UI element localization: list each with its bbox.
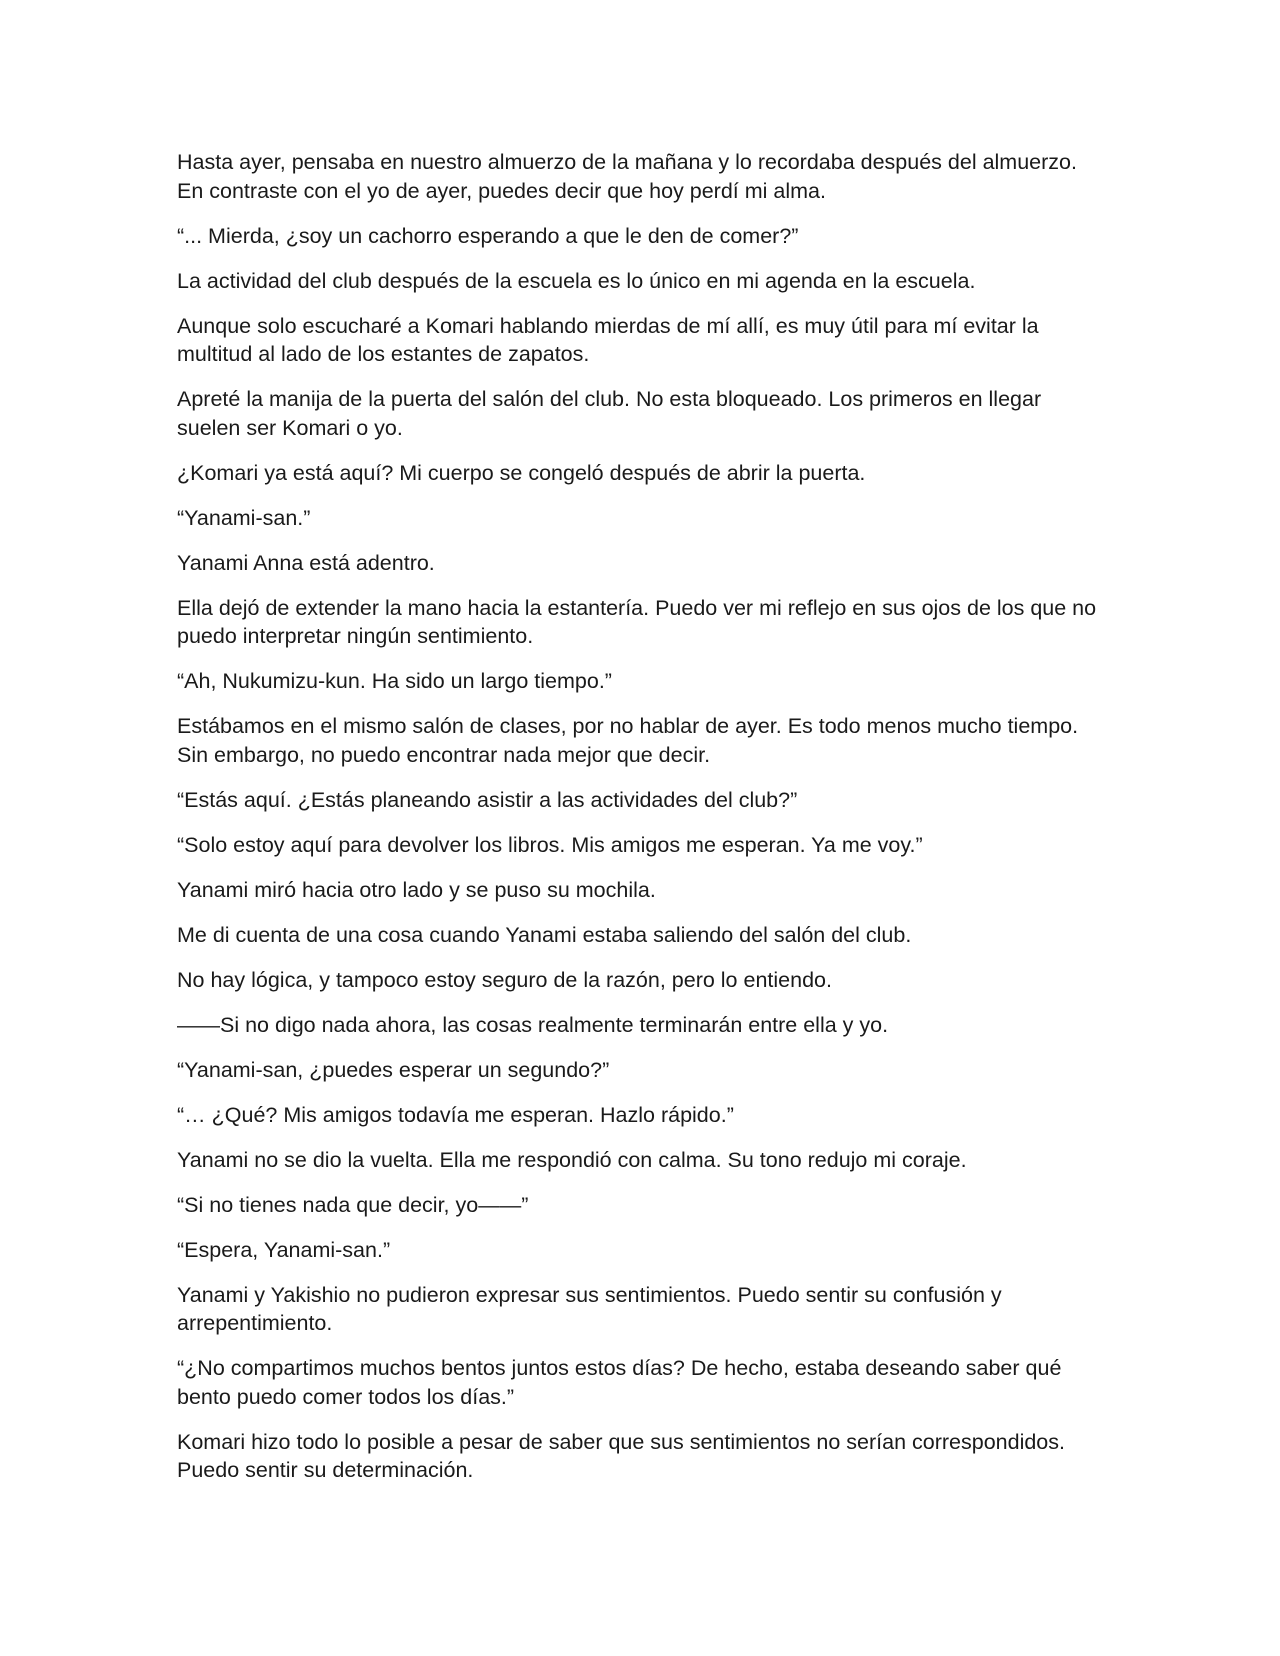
paragraph: “Solo estoy aquí para devolver los libros. Mis amigos me esperan. Ya me voy.” (177, 832, 923, 857)
paragraph: Yanami Anna está adentro. (177, 550, 435, 575)
paragraph: “Si no tienes nada que decir, yo——” (177, 1192, 529, 1217)
paragraph: “Yanami-san.” (177, 505, 311, 530)
paragraph: “¿No compartimos muchos bentos juntos estos días? De hecho, estaba deseando saber qué bento puedo comer todos los días.” (177, 1356, 1062, 1409)
paragraph: “Ah, Nukumizu-kun. Ha sido un largo tiempo.” (177, 669, 612, 693)
paragraph: ——Si no digo nada ahora, las cosas realmente terminarán entre ella y yo. (177, 1012, 889, 1037)
paragraph: Hasta ayer, pensaba en nuestro almuerzo de la mañana y lo recordaba después del almuerzo. En contraste con el yo de ayer, puedes decir que hoy perdí mi alma. (177, 150, 1077, 203)
paragraph: “Estás aquí. ¿Estás planeando asistir a las actividades del club?” (177, 787, 798, 812)
paragraph: Yanami no se dio la vuelta. Ella me respondió con calma. Su tono redujo mi coraje. (177, 1147, 967, 1172)
paragraph: La actividad del club después de la escuela es lo único en mi agenda en la escuela. (177, 268, 976, 293)
paragraph: “Yanami-san, ¿puedes esperar un segundo?” (177, 1057, 610, 1082)
paragraph: “Espera, Yanami-san.” (177, 1237, 391, 1262)
paragraph: Estábamos en el mismo salón de clases, por no hablar de ayer. Es todo menos mucho tiempo. Sin embargo, no puedo encontrar nada mejor que decir. (177, 714, 1079, 767)
paragraph: Me di cuenta de una cosa cuando Yanami estaba saliendo del salón del club. (177, 922, 912, 947)
paragraph: Yanami y Yakishio no pudieron expresar sus sentimientos. Puedo sentir su confusión y arrepentimiento. (177, 1282, 1002, 1335)
paragraph: “… ¿Qué? Mis amigos todavía me esperan. Hazlo rápido.” (177, 1102, 734, 1127)
paragraph: Aunque solo escucharé a Komari hablando mierdas de mí allí, es muy útil para mí evitar la multitud al lado de los estantes de zapatos. (177, 313, 1039, 366)
paragraph: Yanami miró hacia otro lado y se puso su mochila. (177, 877, 656, 902)
paragraph: Ella dejó de extender la mano hacia la estantería. Puedo ver mi reflejo en sus ojos de los que no puedo interpretar ningún sentimiento. (177, 595, 1097, 648)
paragraph: Komari hizo todo lo posible a pesar de saber que sus sentimientos no serían correspondidos. Puedo sentir su determinación. (177, 1429, 1065, 1482)
paragraph: Apreté la manija de la puerta del salón del club. No esta bloqueado. Los primeros en llegar suelen ser Komari o yo. (177, 387, 1042, 440)
body-text (177, 148, 1107, 1501)
paragraph: “... Mierda, ¿soy un cachorro esperando a que le den de comer?” (177, 223, 799, 248)
paragraph: ¿Komari ya está aquí? Mi cuerpo se congeló después de abrir la puerta. (177, 460, 866, 485)
paragraph: No hay lógica, y tampoco estoy seguro de la razón, pero lo entiendo. (177, 967, 832, 992)
